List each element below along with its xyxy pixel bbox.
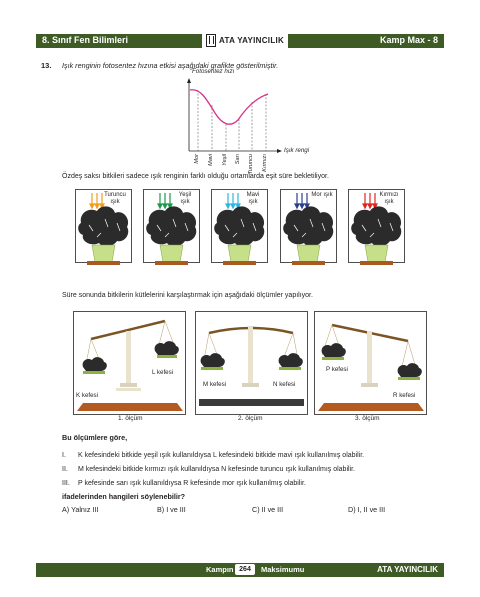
- scale-post: [126, 331, 131, 387]
- plant-tray: [155, 261, 188, 265]
- plant-card: [280, 189, 337, 279]
- chart-ylabel: Fotosentez hızı: [192, 68, 235, 75]
- scale-base: [77, 403, 183, 411]
- chart-curve: [190, 90, 268, 124]
- lead-text: Bu ölçümlere göre,: [62, 433, 128, 442]
- question-number: 13.: [41, 61, 52, 70]
- answer-letter: A): [62, 505, 70, 514]
- chart-tick-kirmizi: Kırmızı: [262, 154, 268, 172]
- answer-text: I ve III: [166, 505, 186, 514]
- pan-label-left: P kefesi: [326, 366, 348, 373]
- statement-text: M kefesindeki bitkide kırmızı ışık kullanıldıysa N kefesinde turuncu ışık kullanılmış olabilir.: [78, 466, 355, 473]
- light-arrows-icon: [363, 193, 377, 208]
- plant-leaves-icon: [214, 206, 264, 246]
- plant-pot-icon: [297, 245, 320, 262]
- statement-text: P kefesinde sarı ışık kullanıldıysa R kefesinde mor ışık kullanılmış olabilir.: [78, 480, 306, 487]
- pan-label-right: R kefesi: [393, 392, 416, 399]
- plant-light-label: Kırmızı ışık: [379, 192, 399, 205]
- chart-tick-yesil: Yeşil: [222, 154, 228, 166]
- page-footer-bar: [36, 563, 444, 577]
- scale-base: [199, 399, 304, 406]
- answer-option-c[interactable]: [252, 505, 283, 514]
- plant-leaves-icon: [283, 206, 333, 246]
- plant-light-label: Mavi ışık: [246, 192, 260, 205]
- pan-label-right: L kefesi: [152, 369, 174, 376]
- answer-text: Yalnız III: [71, 505, 99, 514]
- footer-slogan-left: Kampın: [206, 565, 234, 574]
- plant-pot-icon: [92, 245, 115, 262]
- plant-leaves-icon: [351, 206, 401, 246]
- measure-text: Süre sonunda bitkilerin kütlelerini karşılaştırmak için aşağıdaki ölçümler yapılıyor.: [62, 292, 313, 299]
- scale-post: [248, 327, 253, 387]
- plant-pot-icon: [365, 245, 388, 262]
- plant-leaves-icon: [78, 206, 128, 246]
- plant-pot-icon: [228, 245, 251, 262]
- pan-label-left: K kefesi: [76, 392, 99, 399]
- answer-option-b[interactable]: [157, 505, 186, 514]
- plant-pot-icon: [160, 245, 183, 262]
- plant-light-label: Yeşil ışık: [178, 192, 192, 205]
- plant-card: [211, 189, 268, 279]
- balance-scale-3: [314, 311, 427, 423]
- scale-base: [318, 403, 424, 411]
- plant-tray: [223, 261, 256, 265]
- plant-leaves-icon: [146, 206, 196, 246]
- plant-card: [143, 189, 200, 279]
- balance-scale-2: [195, 311, 308, 423]
- answer-option-d[interactable]: [348, 505, 385, 514]
- pan-label-left: M kefesi: [203, 381, 227, 388]
- statement-num: II.: [62, 466, 68, 473]
- light-arrows-icon: [226, 193, 240, 208]
- balance-scale-1: [73, 311, 186, 423]
- scale-post: [367, 331, 372, 387]
- answer-letter: D): [348, 505, 356, 514]
- plant-tray: [87, 261, 120, 265]
- publisher-mark-icon: [206, 34, 216, 47]
- plant-card: [75, 189, 132, 279]
- chart-tick-sari: Sarı: [235, 154, 241, 165]
- light-arrows-icon: [295, 193, 309, 208]
- answer-text: II ve III: [261, 505, 284, 514]
- chart-tick-mavi: Mavi: [208, 154, 214, 166]
- footer-brand: ATA YAYINCILIK: [377, 565, 438, 574]
- plant-tray: [292, 261, 325, 265]
- answer-text: I, II ve III: [357, 505, 386, 514]
- statement-num: I.: [62, 452, 66, 459]
- publisher-logo: [202, 31, 288, 49]
- setup-text: Özdeş saksı bitkileri sadece ışık renginin farklı olduğu ortamlarda eşit süre bekletiliyor.: [62, 173, 329, 180]
- header-subject: 8. Sınıf Fen Bilimleri: [42, 35, 129, 45]
- photosynthesis-chart: [170, 68, 330, 175]
- pan-label-right: N kefesi: [273, 381, 296, 388]
- chart-tick-mor: Mor: [194, 154, 200, 164]
- light-arrows-icon: [158, 193, 172, 208]
- answer-letter: B): [157, 505, 165, 514]
- question-ask: ifadelerinden hangileri söylenebilir?: [62, 492, 186, 501]
- scale-caption-2: 2. ölçüm: [238, 415, 263, 422]
- chart-xlabel: Işık rengi: [284, 147, 310, 154]
- publisher-name: ATA YAYINCILIK: [219, 35, 285, 45]
- statement-text: K kefesindeki bitkide yeşil ışık kullanıldıysa L kefesindeki bitkide mavi ışık kullanılmış olabilir.: [78, 452, 365, 459]
- question-prompt: Işık renginin fotosentez hızına etkisi aşağıdaki grafikte gösterilmiştir.: [62, 61, 279, 70]
- statement-num: III.: [62, 480, 70, 487]
- answer-letter: C): [252, 505, 260, 514]
- plant-card: [348, 189, 405, 279]
- footer-slogan-right: Maksimumu: [261, 565, 305, 574]
- page-number: 264: [235, 564, 255, 575]
- scale-caption-3: 3. ölçüm: [355, 415, 380, 422]
- answer-option-a[interactable]: [62, 505, 99, 514]
- header-book: Kamp Max - 8: [379, 35, 438, 45]
- plant-light-label: Turuncu ışık: [104, 192, 126, 205]
- chart-tick-turuncu: Turuncu: [248, 154, 254, 175]
- plant-light-label: Mor ışık: [311, 192, 333, 198]
- plant-tray: [360, 261, 393, 265]
- scale-caption-1: 1. ölçüm: [118, 415, 143, 422]
